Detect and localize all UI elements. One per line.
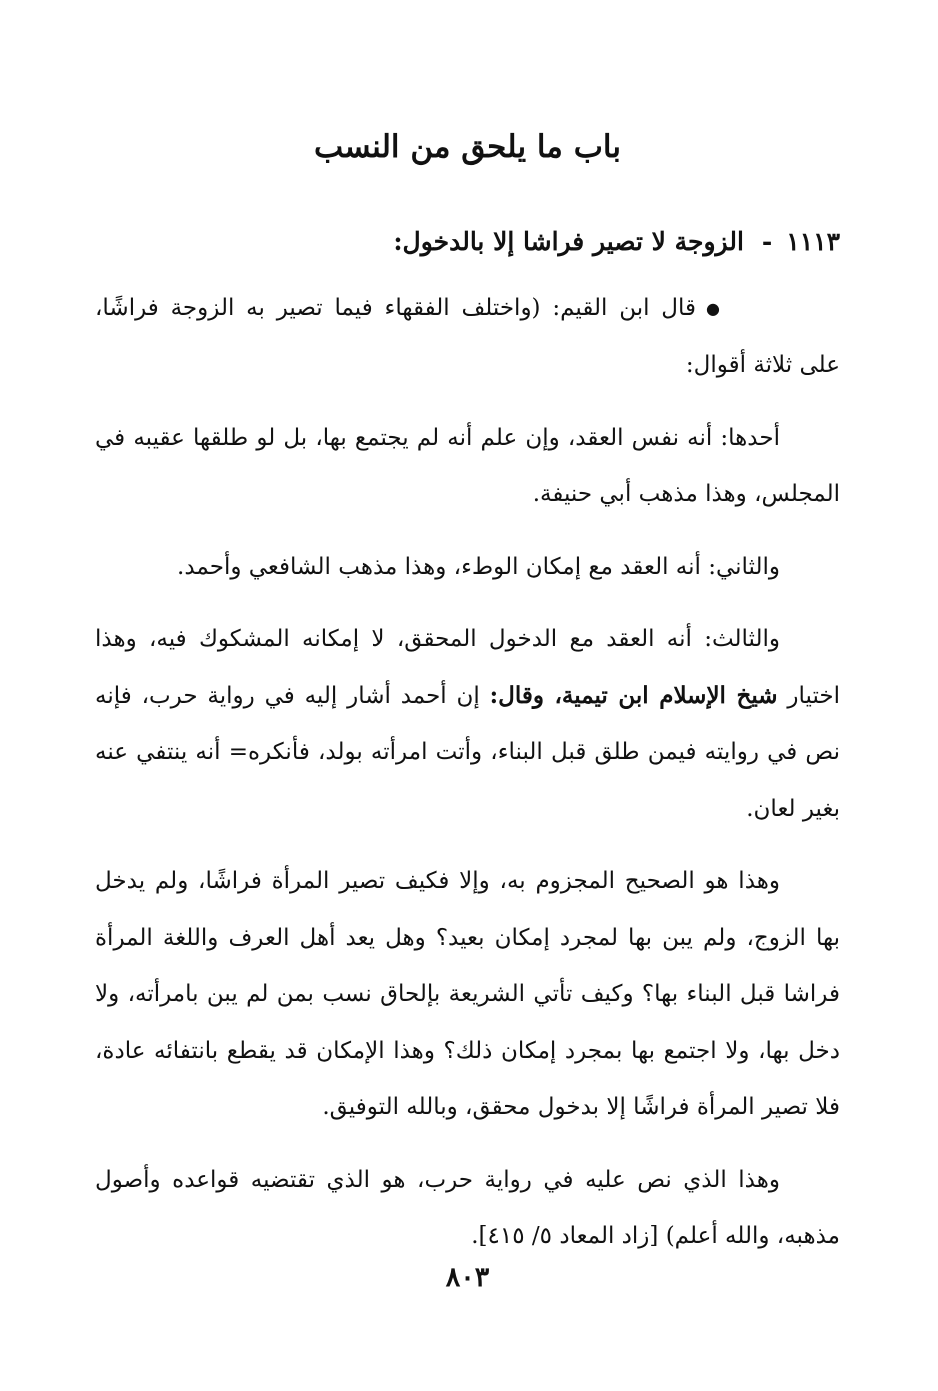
body-text: [95, 280, 840, 1281]
paragraph-text: إن أحمد أشار إليه في رواية حرب، فإنه نص في روايته فيمن طلق قبل البناء، وأتت امرأته بولد، فأنكره= أنه ينتفي عنه بغير لعان.: [95, 682, 840, 822]
paragraph-text: وهذا الذي نص عليه في رواية حرب، هو الذي تقتضيه قواعده وأصول مذهبه، والله أعلم) [زاد المعاد ٥/ ٤١٥].: [95, 1166, 840, 1250]
entry-dash: -: [761, 227, 773, 256]
paragraph-third-opinion: [95, 611, 840, 837]
entry-heading: [95, 220, 840, 264]
entry-title: الزوجة لا تصير فراشا إلا بالدخول:: [393, 227, 744, 256]
paragraph-text: وهذا هو الصحيح المجزوم به، وإلا فكيف تصير المرأة فراشًا، ولم يدخل بها الزوج، ولم يبن بها لمجرد إمكان بعيد؟ وهل يعد أهل العرف واللغة المرأة فراشا قبل البناء بها؟ وكيف تأتي الشريعة بإلحاق نسب بمن لم يبن بامرأته، ولا دخل بها، ولا اجتمع بها بمجرد إمكان ذلك؟ وهذا الإمكان قد يقطع بانتفائه عادة، فلا تصير المرأة فراشًا إلا بدخول محقق، وبالله التوفيق.: [95, 868, 840, 1121]
paragraph-text: والثالث: أنه العقد مع الدخول المحقق، لا إمكانه المشكوك فيه، وهذا اختيار: [95, 626, 840, 709]
paragraph-second-opinion: [95, 539, 840, 596]
chapter-title: باب ما يلحق من النسب: [314, 129, 621, 165]
paragraph-text: قال ابن القيم: (واختلف الفقهاء فيما تصير به الزوجة فراشًا، على ثلاثة أقوال:: [95, 295, 840, 379]
paragraph-text: أحدها: أنه نفس العقد، وإن علم أنه لم يجتمع بها، بل لو طلقها عقيبه في المجلس، وهذا مذهب أبي حنيفة.: [95, 424, 840, 508]
paragraph-text: والثاني: أنه العقد مع إمكان الوطء، وهذا مذهب الشافعي وأحمد.: [177, 553, 780, 580]
page-number: ٨٠٣: [445, 1262, 490, 1293]
paragraph-conclusion: [95, 1152, 840, 1265]
entry-number: ١١١٣: [786, 227, 840, 256]
bold-name: شيخ الإسلام ابن تيمية، وقال:: [489, 681, 778, 709]
book-page: [95, 0, 840, 1391]
paragraph-preferred-view: [95, 853, 840, 1136]
paragraph-first-opinion: [95, 410, 840, 523]
bullet-icon: ●: [706, 298, 720, 318]
paragraph-quote-intro: [95, 280, 840, 394]
